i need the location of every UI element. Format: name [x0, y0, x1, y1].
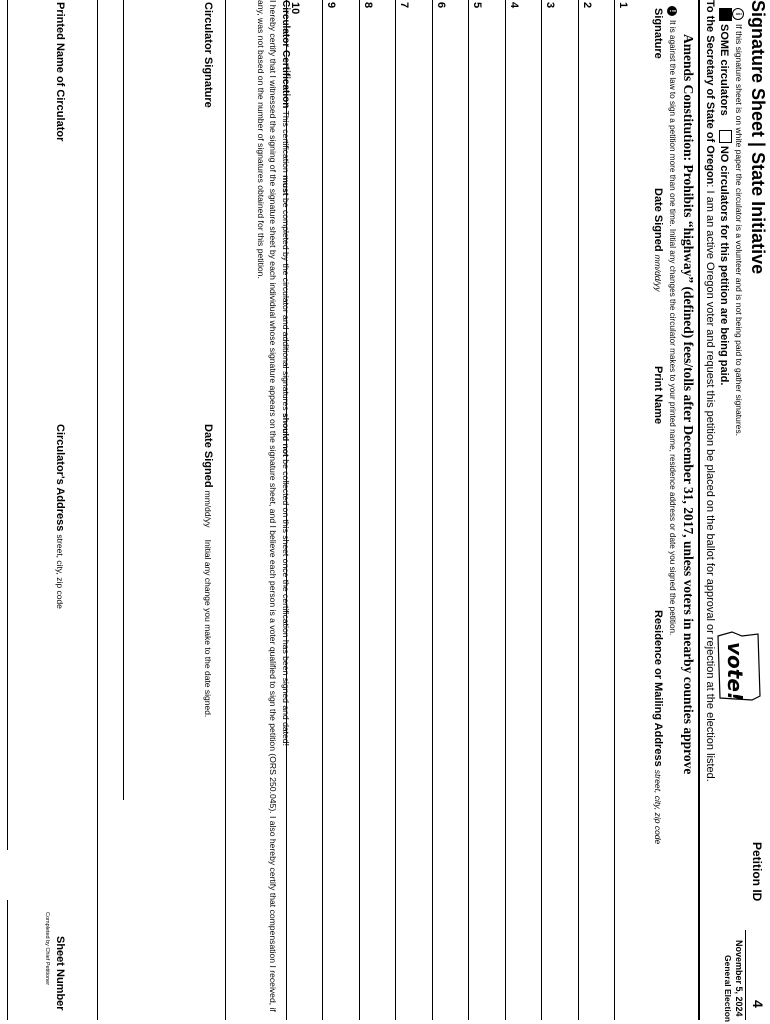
signature-row[interactable]	[431, 0, 468, 1020]
column-date-signed-label: Date Signed	[652, 188, 664, 252]
signature-line	[542, 0, 543, 1020]
signature-row[interactable]	[577, 0, 614, 1020]
circulator-address-format: street, city, zip code	[55, 534, 65, 609]
petition-id-value: 4	[750, 1000, 766, 1008]
no-circulators-label: NO circulators for this petition are being paid.	[718, 145, 730, 386]
election-name: General Election	[723, 955, 733, 1023]
row-number: 5	[471, 2, 484, 9]
warning-icon: !	[667, 6, 677, 16]
row-number: 6	[435, 2, 447, 9]
column-date-format: mm/dd/yy	[653, 254, 663, 292]
some-circulators-label: SOME circulators	[718, 24, 730, 116]
double-sign-warning	[667, 6, 677, 635]
column-address	[652, 610, 664, 844]
sheet-number-line[interactable]	[7, 900, 8, 1020]
certification-must: must	[281, 175, 291, 196]
volunteer-note-text: If this signature sheet is on white paper the circulator is a volunteer and is not being paid to gather signatures.	[734, 24, 744, 437]
sheet-title: Signature Sheet | State Initiative	[748, 0, 768, 275]
certification-should-not: should not	[281, 413, 291, 457]
certification-intro-2: be completed by the circulator and additional signatures	[281, 195, 291, 413]
circulator-address-field	[54, 424, 66, 609]
printed-name-label: Printed Name of Circulator	[54, 2, 66, 142]
signature-row[interactable]	[614, 0, 651, 1020]
election-date: November 5, 2024	[734, 940, 744, 1017]
signature-line	[359, 0, 360, 1020]
circulator-address-label: Circulator's Address	[54, 424, 66, 532]
signature-line	[396, 0, 397, 1020]
row-number: 1	[617, 2, 630, 9]
column-print-name: Print Name	[652, 366, 664, 425]
addressee-line	[704, 0, 716, 782]
addressee-lead: To the Secretary of State of Oregon	[704, 0, 716, 185]
row-number: 2	[581, 2, 593, 9]
circulator-date-field	[202, 424, 214, 717]
certification-intro-1: This certification	[281, 108, 291, 176]
column-signature: Signature	[652, 8, 664, 59]
paid-circulator-options	[718, 8, 732, 385]
signature-row[interactable]	[504, 0, 541, 1020]
row-number: 9	[325, 2, 338, 9]
signature-row[interactable]	[468, 0, 505, 1020]
circulator-signature-line[interactable]	[123, 0, 124, 800]
no-circulators-checkbox[interactable]	[719, 130, 732, 143]
some-circulators-checkbox[interactable]	[719, 8, 732, 21]
signature-row[interactable]	[395, 0, 432, 1020]
warning-text: It is against the law to sign a petition more than one time. Initial any changes the circulator makes to your printed name, residence address or date you signed the petition.	[668, 20, 677, 636]
circulator-date-label: Date Signed	[202, 424, 214, 488]
circulator-signature-label: Circulator Signature	[202, 2, 214, 108]
column-address-label: Residence or Mailing Address	[652, 610, 664, 767]
signature-line	[469, 0, 470, 1020]
signature-row[interactable]	[541, 0, 578, 1020]
oregon-vote-logo	[716, 628, 762, 704]
circulator-name-address-line[interactable]	[7, 0, 8, 850]
petition-id-label: Petition ID	[750, 842, 764, 902]
signature-line	[505, 0, 506, 1020]
certification-intro-3: be collected on this sheet once the certification has been signed and dated!	[281, 456, 291, 746]
certification-title: Circulator Certification	[280, 0, 291, 109]
sheet-number-note: Completed by Chief Petitioner	[44, 912, 50, 986]
column-date-signed	[652, 188, 664, 291]
row-number: 10	[289, 2, 301, 15]
circulator-certification	[255, 0, 292, 1018]
info-icon: i	[732, 8, 744, 20]
measure-title: Amends Constitution: Prohibits “highway” (defined) fees/tolls after December 31, 2017, unless voters in nearby counties approve	[681, 34, 696, 775]
signature-row[interactable]	[322, 0, 359, 1020]
circulator-date-note: Initial any change you make to the date signed.	[203, 539, 213, 718]
signature-line	[578, 0, 579, 1020]
row-number: 3	[544, 2, 557, 9]
logo-text: vote!	[723, 642, 747, 702]
row-number: 4	[508, 2, 520, 9]
row-number: 8	[362, 2, 374, 9]
addressee-text: : I am an active Oregon voter and request this petition be placed on the ballot for approval or rejection at the election listed.	[704, 184, 716, 782]
certification-body: I hereby certify that I witnessed the signing of the signature sheet by each individual whose signature appears on the signature sheet, and I believe each person is a voter qualified to sign the petition (ORS 250.045). I also hereby certify that compensation I received, if any, was not based on the number of signatures obtained for this petition.	[256, 0, 278, 1012]
signature-line	[432, 0, 433, 1020]
row-number: 7	[398, 2, 411, 9]
column-address-format: street, city, zip code	[653, 769, 663, 845]
signature-line	[615, 0, 616, 1020]
volunteer-note	[732, 8, 744, 436]
sheet-number-label: Sheet Number	[54, 936, 66, 1011]
signature-line	[323, 0, 324, 1020]
circulator-date-format: mm/dd/yy	[203, 490, 213, 528]
signature-row[interactable]	[358, 0, 395, 1020]
